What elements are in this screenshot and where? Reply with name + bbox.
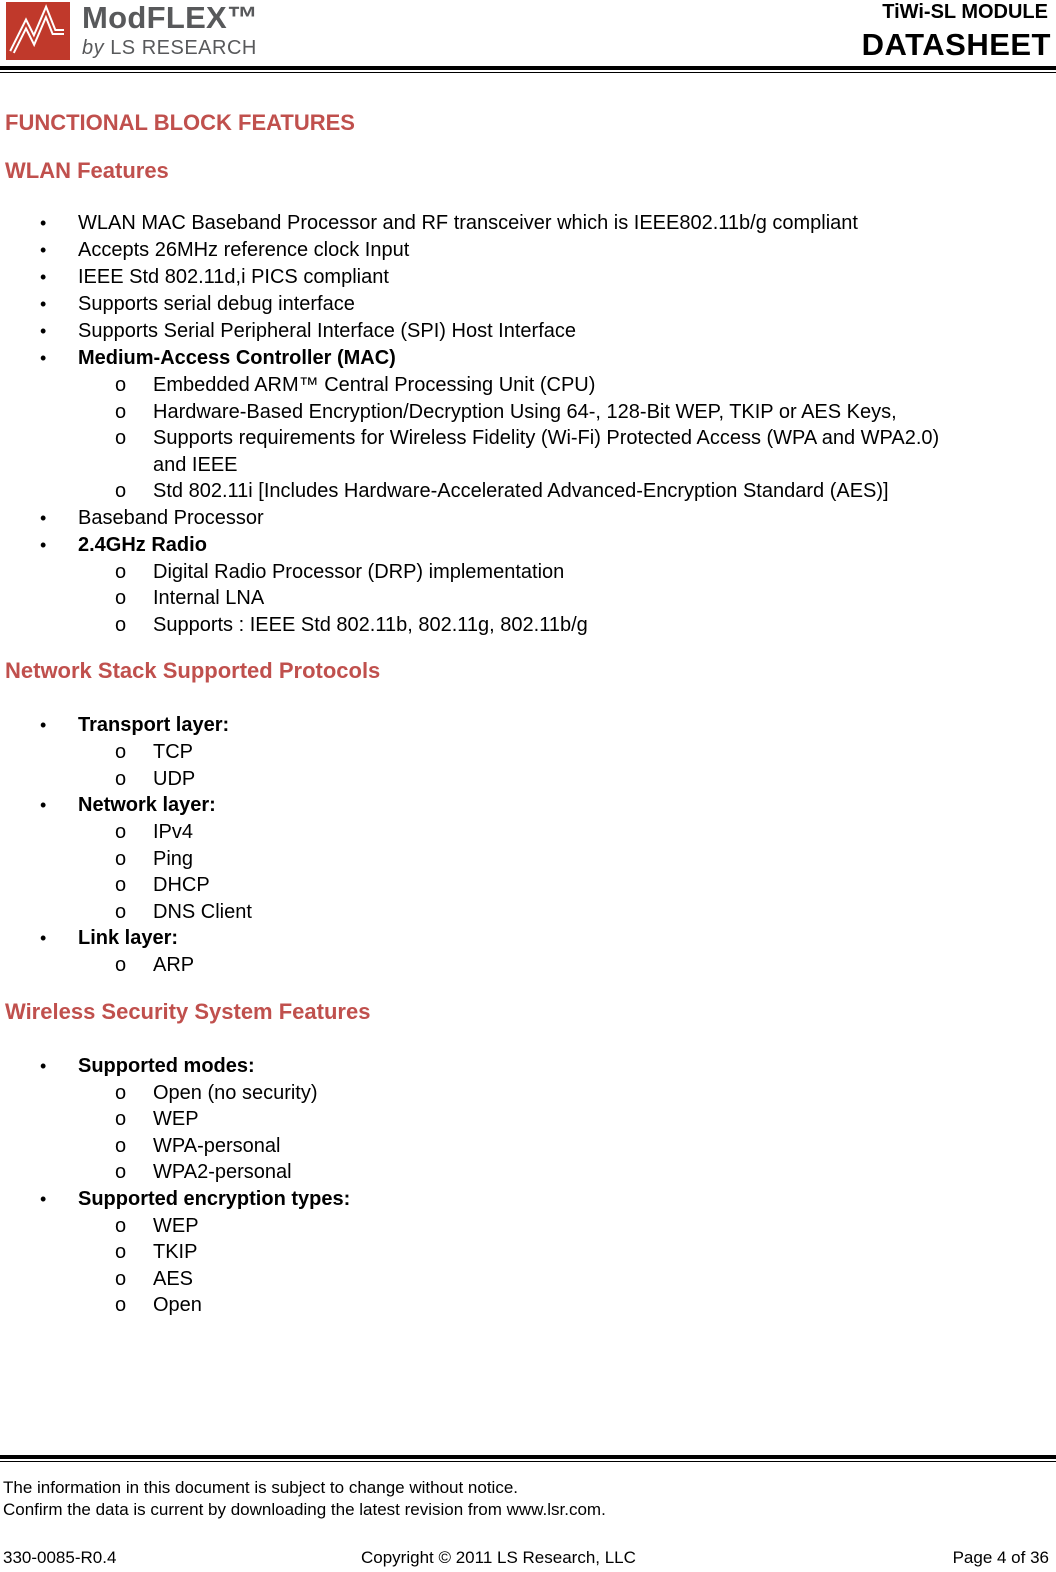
copyright: Copyright © 2011 LS Research, LLC bbox=[361, 1548, 636, 1567]
modflex-logo-icon bbox=[6, 2, 70, 60]
sub-list-item: o Std 802.11i [Includes Hardware-Accelerated Advanced-Encryption Standard (AES)] bbox=[5, 478, 1045, 505]
sub-list-item: o TKIP bbox=[5, 1239, 1045, 1266]
list-item-mac: • Medium-Access Controller (MAC) bbox=[5, 345, 1045, 372]
list-item: • Supports serial debug interface bbox=[5, 291, 1045, 318]
notice-line: The information in this document is subject to change without notice. bbox=[3, 1478, 519, 1497]
sub-list-item: o Internal LNA bbox=[5, 585, 1045, 612]
sub-list-item: o AES bbox=[5, 1266, 1045, 1293]
list-item-link: • Link layer: bbox=[5, 925, 1045, 952]
sub-list-item: o ARP bbox=[5, 952, 1045, 979]
sub-list-item: o Hardware-Based Encryption/Decryption Using 64-, 128-Bit WEP, TKIP or AES Keys, bbox=[5, 399, 1045, 426]
byline-company: LS RESEARCH bbox=[110, 37, 257, 59]
sub-list-item: o Open (no security) bbox=[5, 1080, 1045, 1107]
header-rule bbox=[0, 66, 1056, 70]
notice-line: Confirm the data is current by downloading the latest revision from www.lsr.com. bbox=[3, 1500, 606, 1519]
document-type: DATASHEET bbox=[861, 27, 1051, 62]
list-item: • Supports Serial Peripheral Interface (SPI) Host Interface bbox=[5, 318, 1045, 345]
list-item-modes: • Supported modes: bbox=[5, 1053, 1045, 1080]
footer-rule bbox=[0, 1455, 1056, 1459]
security-heading: Wireless Security System Features bbox=[5, 998, 371, 1024]
security-list bbox=[5, 1053, 1045, 1319]
list-item: • WLAN MAC Baseband Processor and RF transceiver which is IEEE802.11b/g compliant bbox=[5, 210, 1045, 237]
page-number: Page 4 of 36 bbox=[952, 1548, 1049, 1567]
list-item-transport: • Transport layer: bbox=[5, 712, 1045, 739]
list-item-encryption: • Supported encryption types: bbox=[5, 1186, 1045, 1213]
sub-list-item: o Ping bbox=[5, 846, 1045, 873]
wlan-heading: WLAN Features bbox=[5, 158, 169, 183]
sub-list-item: o WPA-personal bbox=[5, 1133, 1045, 1160]
sub-list-item: o Supports : IEEE Std 802.11b, 802.11g, 802.11b/g bbox=[5, 612, 1045, 639]
doc-number: 330-0085-R0.4 bbox=[3, 1548, 117, 1567]
network-list bbox=[5, 712, 1045, 979]
sub-list-item: o Digital Radio Processor (DRP) implementation bbox=[5, 559, 1045, 586]
footer-notice bbox=[3, 1477, 606, 1521]
sub-list-item: o Embedded ARM™ Central Processing Unit (CPU) bbox=[5, 372, 1045, 399]
list-item-network: • Network layer: bbox=[5, 792, 1045, 819]
sub-list-item: o TCP bbox=[5, 739, 1045, 766]
byline-by: by bbox=[82, 37, 105, 59]
sub-list-item: o DNS Client bbox=[5, 899, 1045, 926]
page-title: FUNCTIONAL BLOCK FEATURES bbox=[5, 110, 355, 135]
network-heading: Network Stack Supported Protocols bbox=[5, 658, 381, 683]
sub-list-item: o WEP bbox=[5, 1106, 1045, 1133]
list-item: • Baseband Processor bbox=[5, 505, 1045, 532]
sub-list-item: o DHCP bbox=[5, 872, 1045, 899]
list-item: • Accepts 26MHz reference clock Input bbox=[5, 237, 1045, 264]
sub-list-item: o Open bbox=[5, 1292, 1045, 1319]
header-rule-thin bbox=[0, 72, 1056, 73]
brand-name: ModFLEX™ bbox=[82, 0, 259, 35]
list-item: • IEEE Std 802.11d,i PICS compliant bbox=[5, 264, 1045, 291]
sub-list-item: o WEP bbox=[5, 1213, 1045, 1240]
sub-list-item: o Supports requirements for Wireless Fidelity (Wi-Fi) Protected Access (WPA and WPA2.0) and IEEE bbox=[5, 425, 1045, 478]
wlan-list bbox=[5, 210, 1045, 638]
sub-list-item: o UDP bbox=[5, 766, 1045, 793]
footer-rule-thin bbox=[0, 1461, 1056, 1462]
main-content bbox=[5, 110, 1045, 1319]
module-name: TiWi-SL MODULE bbox=[882, 1, 1048, 23]
brand-byline bbox=[82, 37, 257, 60]
list-item-radio: • 2.4GHz Radio bbox=[5, 532, 1045, 559]
sub-list-item: o WPA2-personal bbox=[5, 1159, 1045, 1186]
page-header bbox=[0, 0, 1056, 70]
sub-list-item: o IPv4 bbox=[5, 819, 1045, 846]
